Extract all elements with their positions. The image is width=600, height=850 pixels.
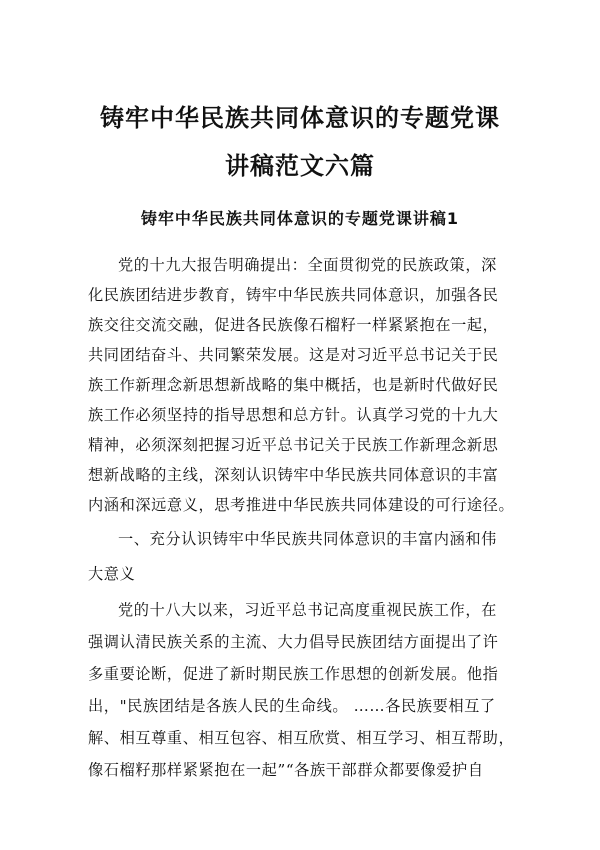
paragraph-2-line: 多重要论断，促进了新时期民族工作思想的创新发展。他指	[88, 665, 499, 683]
paragraph-2-line: 出，"民族团结是各族人民的生命线。 ……各民族要相互了	[88, 697, 496, 715]
paragraph-2-line: 像石榴籽那样紧紧抱在一起”“各族干部群众都要像爱护自	[88, 761, 484, 779]
paragraph-1-line: 族工作必须坚持的指导思想和总方针。认真学习党的十九大	[88, 406, 499, 424]
section-heading-line: 大意义	[88, 565, 136, 583]
section-subtitle: 铸牢中华民族共同体意识的专题党课讲稿1	[140, 209, 460, 228]
paragraph-1-line: 党的十九大报告明确提出：全面贯彻党的民族政策，深	[118, 256, 497, 274]
paragraph-2-line: 党的十八大以来，习近平总书记高度重视民族工作，在	[118, 601, 497, 619]
section-heading-line: 一、充分认识铸牢中华民族共同体意识的丰富内涵和伟	[118, 530, 497, 548]
paragraph-2-line: 强调认清民族关系的主流、大力倡导民族团结方面提出了许	[88, 633, 499, 651]
paragraph-1-line: 精神，必须深刻把握习近平总书记关于民族工作新理念新思	[88, 436, 499, 454]
paragraph-2-line: 解、相互尊重、相互包容、相互欣赏、相互学习、相互帮助，	[88, 729, 515, 747]
paragraph-1-line: 想新战略的主线，深刻认识铸牢中华民族共同体意识的丰富	[88, 466, 499, 484]
paragraph-1-line: 族工作新理念新思想新战略的集中概括，也是新时代做好民	[88, 376, 499, 394]
paragraph-1-line: 内涵和深远意义，思考推进中华民族共同体建设的可行途径。	[88, 496, 515, 514]
paragraph-1-line: 族交往交流交融，促进各民族像石榴籽一样紧紧抱在一起，	[88, 316, 499, 334]
document-title-line-2: 讲稿范文六篇	[225, 152, 375, 180]
document-title-line-1: 铸牢中华民族共同体意识的专题党课	[100, 104, 500, 132]
paragraph-1-line: 化民族团结进步教育，铸牢中华民族共同体意识，加强各民	[88, 286, 499, 304]
paragraph-1-line: 共同团结奋斗、共同繁荣发展。这是对习近平总书记关于民	[88, 346, 499, 364]
